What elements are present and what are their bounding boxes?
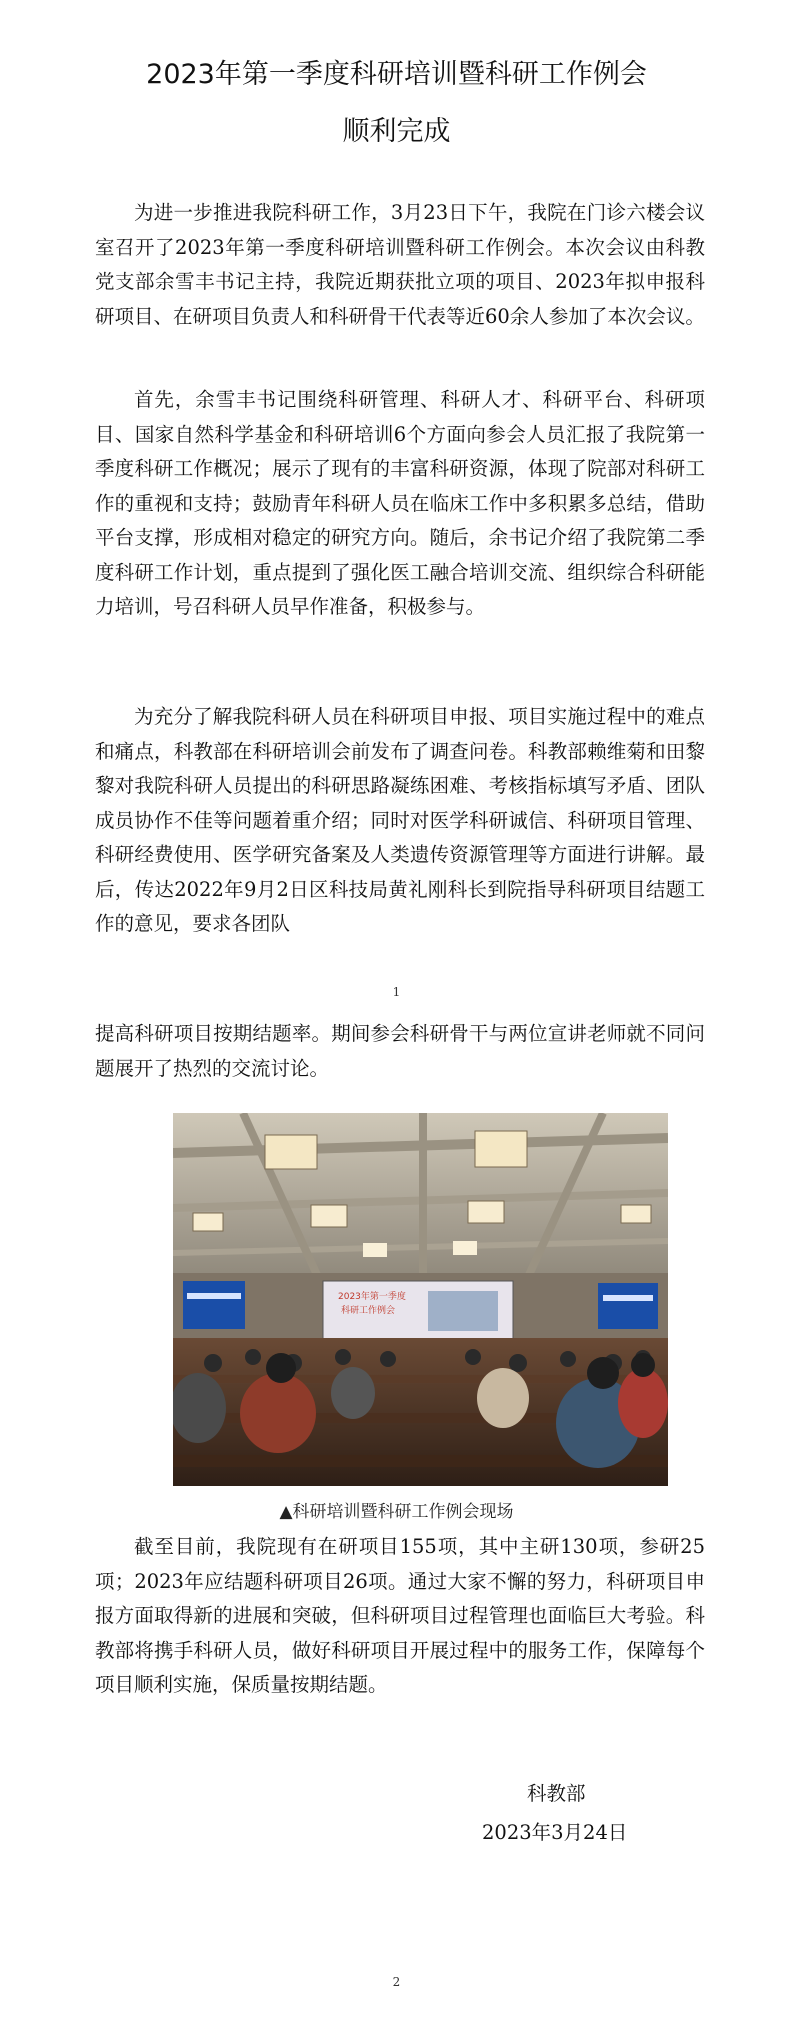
photo-caption: ▲科研培训暨科研工作例会现场 bbox=[279, 1502, 514, 1522]
meeting-room-illustration bbox=[173, 1113, 668, 1486]
paragraph-survey-continued: 提高科研项目按期结题率。期间参会科研骨干与两位宣讲老师就不同问题展开了热烈的交流讨论。 bbox=[95, 1022, 705, 1080]
svg-text:科研工作例会: 科研工作例会 bbox=[341, 1306, 396, 1316]
paragraph-survey: 为充分了解我院科研人员在科研项目申报、项目实施过程中的难点和痛点，科教部在科研培训会前发布了调查问卷。科教部赖维菊和田黎黎对我院科研人员提出的科研思路凝练困难、考核指标填写矛盾、团队成员协作不佳等问题着重介绍；同时对医学科研诚信、科研项目管理、科研经费使用、医学研究备案及人类遗传资源管理等方面进行讲解。最后，传达2022年9月2日区科技局黄礼刚科长到院指导科研项目结题工作的意见，要求各团队 bbox=[95, 705, 705, 935]
left-screen bbox=[183, 1281, 245, 1329]
page-number-1: 1 bbox=[392, 985, 401, 999]
svg-text:2023年第一季度: 2023年第一季度 bbox=[338, 1292, 406, 1302]
page-number-2: 2 bbox=[392, 1975, 401, 1989]
right-screen bbox=[598, 1283, 658, 1329]
meeting-photo bbox=[173, 1113, 668, 1486]
signature-date: 2023年3月24日 bbox=[482, 1821, 628, 1844]
document-title-line1: 2023年第一季度科研培训暨科研工作例会 bbox=[146, 59, 647, 90]
paragraph-intro: 为进一步推进我院科研工作，3月23日下午，我院在门诊六楼会议室召开了2023年第一季度科研培训暨科研工作例会。本次会议由科教党支部余雪丰书记主持，我院近期获批立项的项目、2023年拟申报科研项目、在研项目负责人和科研骨干代表等近60余人参加了本次会议。 bbox=[95, 201, 705, 328]
paragraph-report: 首先，余雪丰书记围绕科研管理、科研人才、科研平台、科研项目、国家自然科学基金和科研培训6个方面向参会人员汇报了我院第一季度科研工作概况；展示了现有的丰富科研资源，体现了院部对科研工作的重视和支持；鼓励青年科研人员在临床工作中多积累多总结，借助平台支撑，形成相对稳定的研究方向。随后，余书记介绍了我院第二季度科研工作计划，重点提到了强化医工融合培训交流、组织综合科研能力培训，号召科研人员早作准备，积极参与。 bbox=[95, 388, 705, 618]
document-title-line2: 顺利完成 bbox=[342, 116, 451, 147]
paragraph-statistics: 截至目前，我院现有在研项目155项，其中主研130项，参研25项；2023年应结题科研项目26项。通过大家不懈的努力，科研项目申报方面取得新的进展和突破，但科研项目过程管理也面临巨大考验。科教部将携手科研人员，做好科研项目开展过程中的服务工作，保障每个项目顺利实施，保质量按期结题。 bbox=[95, 1535, 705, 1696]
signature-department: 科教部 bbox=[527, 1782, 586, 1805]
